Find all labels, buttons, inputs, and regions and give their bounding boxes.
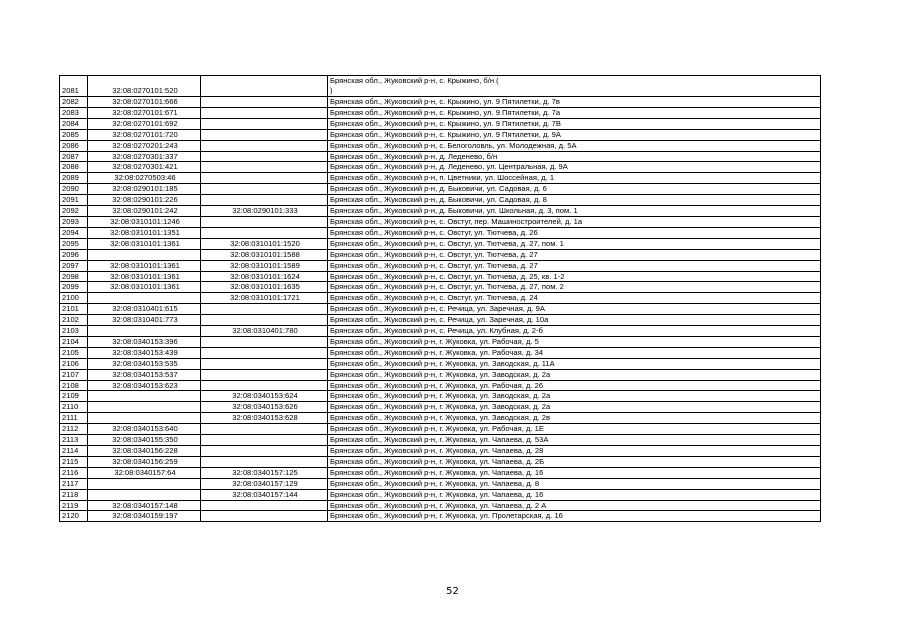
table-row: [60, 500, 821, 511]
table-row: [60, 271, 821, 282]
table-row: [60, 227, 821, 238]
table-row: [60, 435, 821, 446]
address-cell: Брянская обл., Жуковский р-н, с. Речица, ул. Заречная, д. 10а: [328, 315, 821, 326]
row-number-cell: 2108: [60, 380, 88, 391]
related-cadastral-number-cell: [201, 195, 328, 206]
related-cadastral-number-cell: [201, 336, 328, 347]
row-number-cell: 2115: [60, 456, 88, 467]
cadastral-number-cell: 32:08:0310401:773: [88, 315, 201, 326]
address-cell: Брянская обл., Жуковский р-н, г. Жуковка, ул. Чапаева, д. 16: [328, 467, 821, 478]
row-number-cell: 2087: [60, 151, 88, 162]
table-row: [60, 456, 821, 467]
table-row: [60, 162, 821, 173]
related-cadastral-number-cell: [201, 456, 328, 467]
cadastral-number-cell: 32:08:0340153:439: [88, 347, 201, 358]
cadastral-number-cell: 32:08:0310101:1361: [88, 260, 201, 271]
related-cadastral-number-cell: 32:08:0310101:1588: [201, 249, 328, 260]
table-row: [60, 315, 821, 326]
row-number-cell: 2101: [60, 304, 88, 315]
cadastral-number-cell: 32:08:0270301:337: [88, 151, 201, 162]
row-number-cell: 2102: [60, 315, 88, 326]
address-cell: Брянская обл., Жуковский р-н, д. Быковичи, ул. Школьная, д. 3, пом. 1: [328, 206, 821, 217]
row-number-cell: 2100: [60, 293, 88, 304]
related-cadastral-number-cell: 32:08:0310101:1635: [201, 282, 328, 293]
property-registry-table: [59, 75, 821, 522]
cadastral-number-cell: 32:08:0270101:671: [88, 107, 201, 118]
address-cell: Брянская обл., Жуковский р-н, с. Овстуг, ул. Тютчева, д. 27, пом. 2: [328, 282, 821, 293]
cadastral-number-cell: 32:08:0290101:226: [88, 195, 201, 206]
table-row: [60, 446, 821, 457]
row-number-cell: 2118: [60, 489, 88, 500]
row-number-cell: 2097: [60, 260, 88, 271]
address-cell: Брянская обл., Жуковский р-н, г. Жуковка, ул. Чапаева, д. 2 А: [328, 500, 821, 511]
row-number-cell: 2117: [60, 478, 88, 489]
row-number-cell: 2090: [60, 184, 88, 195]
address-cell: Брянская обл., Жуковский р-н, г. Жуковка, ул. Чапаева, д. 53А: [328, 435, 821, 446]
cadastral-number-cell: 32:08:0340153:396: [88, 336, 201, 347]
row-number-cell: 2114: [60, 446, 88, 457]
related-cadastral-number-cell: [201, 304, 328, 315]
table-row: [60, 326, 821, 337]
cadastral-number-cell: 32:08:0270101:720: [88, 129, 201, 140]
related-cadastral-number-cell: [201, 347, 328, 358]
related-cadastral-number-cell: [201, 315, 328, 326]
cadastral-number-cell: 32:08:0340157:64: [88, 467, 201, 478]
row-number-cell: 2086: [60, 140, 88, 151]
cadastral-number-cell: 32:08:0270301:421: [88, 162, 201, 173]
row-number-cell: 2110: [60, 402, 88, 413]
cadastral-number-cell: 32:08:0270101:520: [88, 76, 201, 97]
row-number-cell: 2104: [60, 336, 88, 347]
address-cell: Брянская обл., Жуковский р-н, с. Овстуг, пер. Машиностроителей, д. 1а: [328, 216, 821, 227]
address-cell: Брянская обл., Жуковский р-н, с. Речица, ул. Заречная, д. 9А: [328, 304, 821, 315]
row-number-cell: 2099: [60, 282, 88, 293]
cadastral-number-cell: [88, 293, 201, 304]
table-row: [60, 184, 821, 195]
related-cadastral-number-cell: 32:08:0290101:333: [201, 206, 328, 217]
row-number-cell: 2094: [60, 227, 88, 238]
cadastral-number-cell: [88, 413, 201, 424]
table-row: [60, 151, 821, 162]
cadastral-number-cell: 32:08:0310401:615: [88, 304, 201, 315]
table-row: [60, 391, 821, 402]
table-row: [60, 369, 821, 380]
related-cadastral-number-cell: [201, 162, 328, 173]
cadastral-number-cell: 32:08:0270201:243: [88, 140, 201, 151]
address-cell: Брянская обл., Жуковский р-н, г. Жуковка, ул. Чапаева, д. 2Б: [328, 456, 821, 467]
table-row: [60, 238, 821, 249]
table-row: [60, 424, 821, 435]
related-cadastral-number-cell: 32:08:0310101:1624: [201, 271, 328, 282]
address-cell: Брянская обл., Жуковский р-н, с. Овстуг, ул. Тютчева, д. 24: [328, 293, 821, 304]
related-cadastral-number-cell: [201, 424, 328, 435]
table-row: [60, 206, 821, 217]
table-row: [60, 304, 821, 315]
cadastral-number-cell: 32:08:0340153:535: [88, 358, 201, 369]
row-number-cell: 2119: [60, 500, 88, 511]
related-cadastral-number-cell: 32:08:0310401:780: [201, 326, 328, 337]
address-cell: Брянская обл., Жуковский р-н, с. Крыжино, ул. 9 Пятилетки, д. 9А: [328, 129, 821, 140]
related-cadastral-number-cell: [201, 216, 328, 227]
cadastral-number-cell: 32:08:0290101:242: [88, 206, 201, 217]
table-row: [60, 260, 821, 271]
row-number-cell: 2113: [60, 435, 88, 446]
related-cadastral-number-cell: [201, 140, 328, 151]
cadastral-number-cell: 32:08:0290101:185: [88, 184, 201, 195]
address-cell: Брянская обл., Жуковский р-н, с. Крыжино, б/н ( ): [328, 76, 821, 97]
table-row: [60, 140, 821, 151]
cadastral-number-cell: 32:08:0340153:640: [88, 424, 201, 435]
address-cell: Брянская обл., Жуковский р-н, с. Овстуг, ул. Тютчева, д. 25, кв. 1-2: [328, 271, 821, 282]
address-cell: Брянская обл., Жуковский р-н, д. Быковичи, ул. Садовая, д. 8: [328, 195, 821, 206]
row-number-cell: 2105: [60, 347, 88, 358]
address-cell: Брянская обл., Жуковский р-н, г. Жуковка, ул. Заводская, д. 2а: [328, 391, 821, 402]
table-row: [60, 347, 821, 358]
cadastral-number-cell: 32:08:0340156:259: [88, 456, 201, 467]
cadastral-number-cell: [88, 391, 201, 402]
row-number-cell: 2107: [60, 369, 88, 380]
related-cadastral-number-cell: [201, 446, 328, 457]
address-cell: Брянская обл., Жуковский р-н, д. Быковичи, ул. Садовая, д. 6: [328, 184, 821, 195]
table-row: [60, 380, 821, 391]
table-row: [60, 413, 821, 424]
row-number-cell: 2112: [60, 424, 88, 435]
related-cadastral-number-cell: [201, 369, 328, 380]
table-row: [60, 173, 821, 184]
address-cell: Брянская обл., Жуковский р-н, с. Речица, ул. Клубная, д. 2-б: [328, 326, 821, 337]
cadastral-number-cell: 32:08:0340153:623: [88, 380, 201, 391]
row-number-cell: 2111: [60, 413, 88, 424]
related-cadastral-number-cell: 32:08:0310101:1721: [201, 293, 328, 304]
address-cell: Брянская обл., Жуковский р-н, г. Жуковка, ул. Заводская, д. 2а: [328, 369, 821, 380]
cadastral-number-cell: 32:08:0340159:197: [88, 511, 201, 522]
address-cell: Брянская обл., Жуковский р-н, п. Цветники, ул. Шоссейная, д. 1: [328, 173, 821, 184]
row-number-cell: 2084: [60, 118, 88, 129]
table-row: [60, 336, 821, 347]
row-number-cell: 2085: [60, 129, 88, 140]
table-row: [60, 107, 821, 118]
address-cell: Брянская обл., Жуковский р-н, г. Жуковка, ул. Рабочая, д. 5: [328, 336, 821, 347]
row-number-cell: 2120: [60, 511, 88, 522]
row-number-cell: 2089: [60, 173, 88, 184]
related-cadastral-number-cell: [201, 435, 328, 446]
related-cadastral-number-cell: 32:08:0340153:628: [201, 413, 328, 424]
row-number-cell: 2106: [60, 358, 88, 369]
cadastral-number-cell: 32:08:0310101:1361: [88, 238, 201, 249]
related-cadastral-number-cell: 32:08:0310101:1589: [201, 260, 328, 271]
address-cell: Брянская обл., Жуковский р-н, г. Жуковка, ул. Заводская, д. 2а: [328, 402, 821, 413]
address-cell: Брянская обл., Жуковский р-н, с. Овстуг, ул. Тютчева, д. 27: [328, 260, 821, 271]
table-row: [60, 249, 821, 260]
related-cadastral-number-cell: 32:08:0340153:626: [201, 402, 328, 413]
cadastral-number-cell: 32:08:0310101:1361: [88, 271, 201, 282]
related-cadastral-number-cell: [201, 97, 328, 108]
table-row: [60, 511, 821, 522]
address-cell: Брянская обл., Жуковский р-н, г. Жуковка, ул. Чапаева, д. 28: [328, 446, 821, 457]
address-cell: Брянская обл., Жуковский р-н, с. Крыжино, ул. 9 Пятилетки, д. 7В: [328, 118, 821, 129]
row-number-cell: 2082: [60, 97, 88, 108]
related-cadastral-number-cell: [201, 380, 328, 391]
related-cadastral-number-cell: 32:08:0340157:144: [201, 489, 328, 500]
table-row: [60, 282, 821, 293]
row-number-cell: 2081: [60, 76, 88, 97]
address-cell: Брянская обл., Жуковский р-н, с. Крыжино, ул. 9 Пятилетки, д. 7а: [328, 107, 821, 118]
table-row: [60, 216, 821, 227]
address-cell: Брянская обл., Жуковский р-н, с. Белоголовль, ул. Молодежная, д. 5А: [328, 140, 821, 151]
address-cell: Брянская обл., Жуковский р-н, г. Жуковка, ул. Пролетарская, д. 16: [328, 511, 821, 522]
cadastral-number-cell: 32:08:0340153:537: [88, 369, 201, 380]
row-number-cell: 2095: [60, 238, 88, 249]
cadastral-number-cell: 32:08:0310101:1246: [88, 216, 201, 227]
table-row: [60, 118, 821, 129]
address-cell: Брянская обл., Жуковский р-н, с. Овстуг, ул. Тютчева, д. 27, пом. 1: [328, 238, 821, 249]
row-number-cell: 2088: [60, 162, 88, 173]
cadastral-number-cell: 32:08:0270503:46: [88, 173, 201, 184]
table-row: [60, 358, 821, 369]
cadastral-number-cell: [88, 478, 201, 489]
table-row: [60, 293, 821, 304]
cadastral-number-cell: 32:08:0340155:350: [88, 435, 201, 446]
row-number-cell: 2098: [60, 271, 88, 282]
address-cell: Брянская обл., Жуковский р-н, с. Овстуг, ул. Тютчева, д. 26: [328, 227, 821, 238]
related-cadastral-number-cell: [201, 151, 328, 162]
cadastral-number-cell: 32:08:0310101:1351: [88, 227, 201, 238]
related-cadastral-number-cell: [201, 184, 328, 195]
related-cadastral-number-cell: [201, 129, 328, 140]
address-cell: Брянская обл., Жуковский р-н, г. Жуковка, ул. Рабочая, д. 1Е: [328, 424, 821, 435]
address-cell: Брянская обл., Жуковский р-н, д. Леденево, б/н: [328, 151, 821, 162]
row-number-cell: 2096: [60, 249, 88, 260]
cadastral-number-cell: 32:08:0310101:1361: [88, 282, 201, 293]
address-cell: Брянская обл., Жуковский р-н, г. Жуковка, ул. Заводская, д. 2в: [328, 413, 821, 424]
related-cadastral-number-cell: [201, 511, 328, 522]
table-row: [60, 76, 821, 97]
address-cell: Брянская обл., Жуковский р-н, г. Жуковка, ул. Заводская, д. 11А: [328, 358, 821, 369]
related-cadastral-number-cell: [201, 500, 328, 511]
cadastral-number-cell: [88, 326, 201, 337]
table-row: [60, 97, 821, 108]
address-cell: Брянская обл., Жуковский р-н, д. Леденево, ул. Центральная, д. 9А: [328, 162, 821, 173]
table-row: [60, 467, 821, 478]
related-cadastral-number-cell: [201, 107, 328, 118]
address-cell: Брянская обл., Жуковский р-н, г. Жуковка, ул. Чапаева, д. 8: [328, 478, 821, 489]
table-row: [60, 402, 821, 413]
related-cadastral-number-cell: 32:08:0340157:125: [201, 467, 328, 478]
table-row: [60, 129, 821, 140]
row-number-cell: 2093: [60, 216, 88, 227]
related-cadastral-number-cell: [201, 76, 328, 97]
row-number-cell: 2109: [60, 391, 88, 402]
related-cadastral-number-cell: [201, 358, 328, 369]
cadastral-number-cell: [88, 402, 201, 413]
cadastral-number-cell: [88, 249, 201, 260]
table-row: [60, 478, 821, 489]
cadastral-number-cell: 32:08:0270101:692: [88, 118, 201, 129]
address-cell: Брянская обл., Жуковский р-н, с. Крыжино, ул. 9 Пятилетки, д. 7в: [328, 97, 821, 108]
cadastral-number-cell: 32:08:0340156:228: [88, 446, 201, 457]
page-number: 52: [446, 586, 459, 597]
address-cell: Брянская обл., Жуковский р-н, с. Овстуг, ул. Тютчева, д. 27: [328, 249, 821, 260]
row-number-cell: 2092: [60, 206, 88, 217]
row-number-cell: 2091: [60, 195, 88, 206]
related-cadastral-number-cell: 32:08:0340157:129: [201, 478, 328, 489]
related-cadastral-number-cell: [201, 227, 328, 238]
related-cadastral-number-cell: [201, 118, 328, 129]
related-cadastral-number-cell: 32:08:0310101:1520: [201, 238, 328, 249]
related-cadastral-number-cell: 32:08:0340153:624: [201, 391, 328, 402]
row-number-cell: 2103: [60, 326, 88, 337]
address-cell: Брянская обл., Жуковский р-н, г. Жуковка, ул. Рабочая, д. 34: [328, 347, 821, 358]
row-number-cell: 2083: [60, 107, 88, 118]
table-row: [60, 489, 821, 500]
registry-table-body: [60, 76, 821, 522]
table-row: [60, 195, 821, 206]
address-cell: Брянская обл., Жуковский р-н, г. Жуковка, ул. Чапаева, д. 16: [328, 489, 821, 500]
cadastral-number-cell: 32:08:0270101:666: [88, 97, 201, 108]
cadastral-number-cell: [88, 489, 201, 500]
cadastral-number-cell: 32:08:0340157:148: [88, 500, 201, 511]
related-cadastral-number-cell: [201, 173, 328, 184]
address-cell: Брянская обл., Жуковский р-н, г. Жуковка, ул. Рабочая, д. 26: [328, 380, 821, 391]
row-number-cell: 2116: [60, 467, 88, 478]
